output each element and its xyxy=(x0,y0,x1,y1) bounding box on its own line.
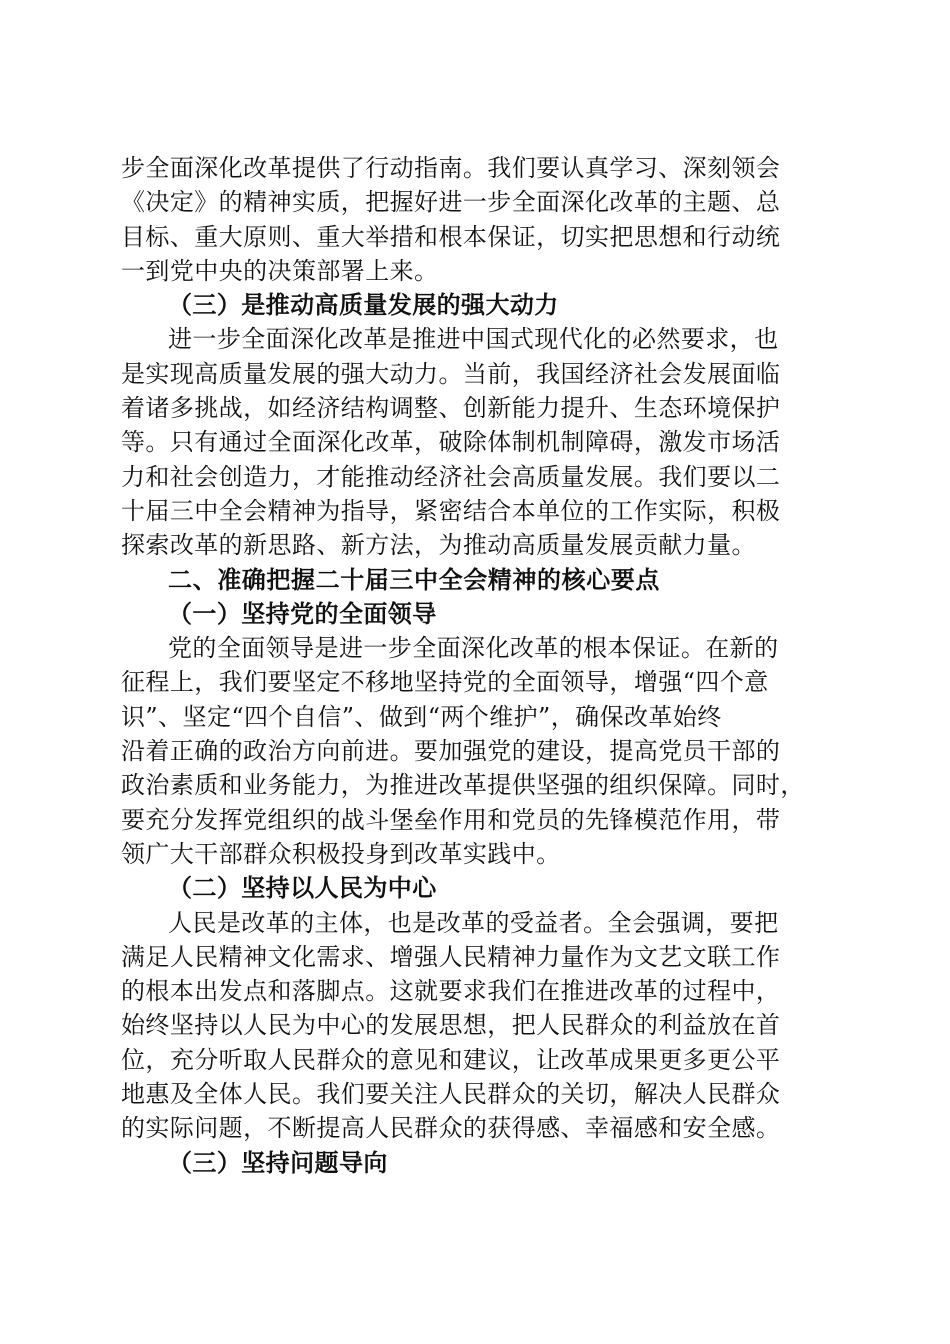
body-text-line: 着诸多挑战，如经济结构调整、创新能力提升、生态环境保护 xyxy=(121,394,781,423)
paragraph-first-line: 党的全面领导是进一步全面深化改革的根本保证。在新的 xyxy=(168,634,779,663)
body-text-line: 要充分发挥党组织的战斗堡垒作用和党员的先锋模范作用，带 xyxy=(121,805,781,834)
body-text-line: 的根本出发点和落脚点。这就要求我们在推进改革的过程中， xyxy=(121,977,781,1006)
body-text-line: 等。只有通过全面深化改革，破除体制机制障碍，激发市场活 xyxy=(121,428,781,457)
body-text-line: 是实现高质量发展的强大动力。当前，我国经济社会发展面临 xyxy=(121,359,781,388)
body-text-line: 探索改革的新思路、新方法，为推动高质量发展贡献力量。 xyxy=(121,531,756,560)
body-text-line: 目标、重大原则、重大举措和根本保证，切实把思想和行动统 xyxy=(121,222,781,251)
body-text-line: 沿着正确的政治方向前进。要加强党的建设，提高党员干部的 xyxy=(121,737,781,766)
body-text-line: 满足人民精神文化需求、增强人民精神力量作为文艺文联工作 xyxy=(121,942,781,971)
body-text-line: 《决定》的精神实质，把握好进一步全面深化改革的主题、总 xyxy=(121,188,781,217)
section-heading: 二、准确把握二十届三中全会精神的核心要点 xyxy=(168,565,660,594)
subsection-heading: （三）坚持问题导向 xyxy=(168,1147,388,1177)
document-body xyxy=(121,151,830,1180)
body-text-line: 始终坚持以人民为中心的发展思想，把人民群众的利益放在首 xyxy=(121,1011,781,1040)
subsection-heading: （三）是推动高质量发展的强大动力 xyxy=(168,290,559,320)
body-text-line: 力和社会创造力，才能推动经济社会高质量发展。我们要以二 xyxy=(121,462,781,491)
body-text-line: 征程上，我们要坚定不移地坚持党的全面领导，增强“四个意 xyxy=(121,668,769,697)
body-text-line: 政治素质和业务能力，为推进改革提供坚强的组织保障。同时， xyxy=(121,771,805,800)
body-text-line: 一到党中央的决策部署上来。 xyxy=(121,256,439,285)
subsection-heading: （二）坚持以人民为中心 xyxy=(168,873,437,903)
body-text-line: 十届三中全会精神为指导，紧密结合本单位的工作实际，积极 xyxy=(121,496,781,525)
body-text-line: 领广大干部群众积极投身到改革实践中。 xyxy=(121,839,561,868)
body-text-line: 地惠及全体人民。我们要关注人民群众的关切，解决人民群众 xyxy=(121,1080,781,1109)
paragraph-first-line: 人民是改革的主体，也是改革的受益者。全会强调，要把 xyxy=(168,908,779,937)
subsection-heading: （一）坚持党的全面领导 xyxy=(168,598,437,628)
body-text-line: 位，充分听取人民群众的意见和建议，让改革成果更多更公平 xyxy=(121,1045,781,1074)
body-text-line: 的实际问题，不断提高人民群众的获得感、幸福感和安全感。 xyxy=(121,1114,781,1143)
body-text-line: 步全面深化改革提供了行动指南。我们要认真学习、深刻领会 xyxy=(121,154,781,182)
body-text-line: 识”、坚定“四个自信”、做到“两个维护”，确保改革始终 xyxy=(121,702,722,731)
paragraph-first-line: 进一步全面深化改革是推进中国式现代化的必然要求，也 xyxy=(168,325,779,354)
